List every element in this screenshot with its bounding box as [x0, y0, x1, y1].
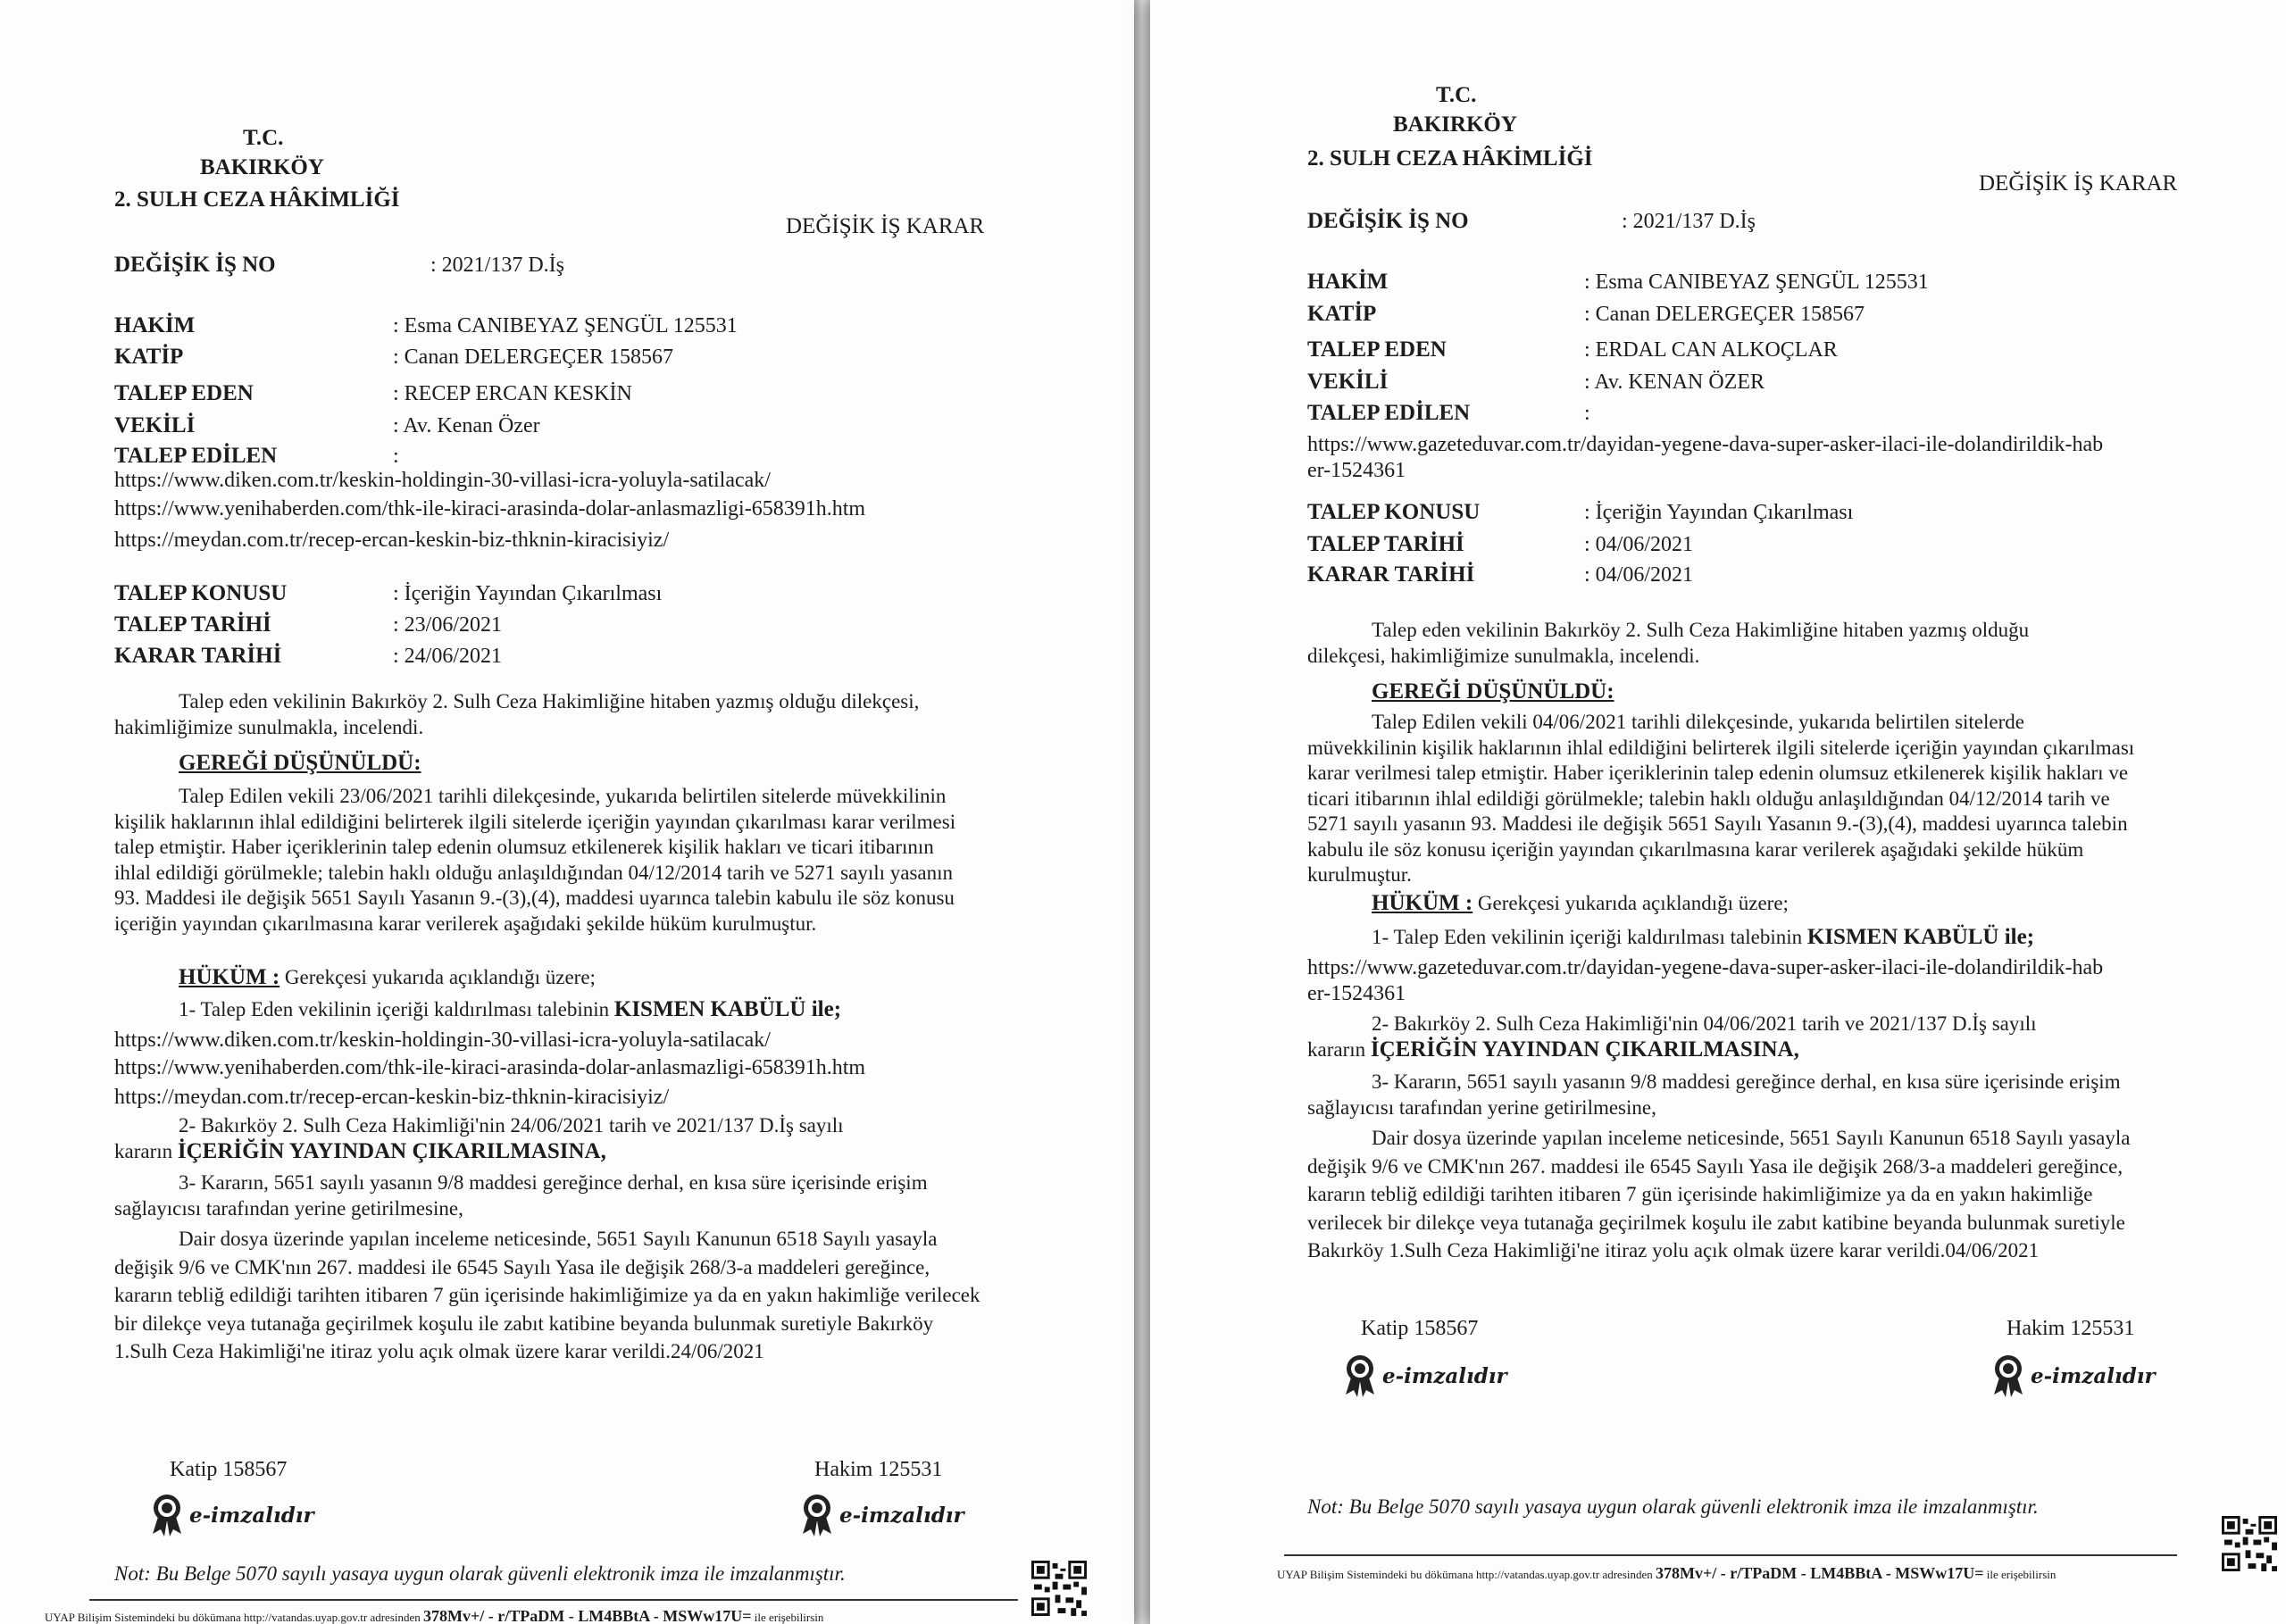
header-tc: T.C. [243, 126, 284, 150]
item-2-line-2 [114, 1139, 606, 1164]
item-3: 3- Kararın, 5651 sayılı yasanın 9/8 maddesi gereğince derhal, en kısa süre içerisinde erişim sağlayıcısı tarafından yerine getirilmesine, [114, 1171, 928, 1220]
item-1-text: 1- Talep Eden vekilinin içeriği kaldırılması talebinin [1372, 926, 1807, 948]
document-page-left [0, 0, 1134, 1624]
item-1-emphasis: KISMEN KABÜLÜ ile; [613, 997, 842, 1021]
field-label: TALEP KONUSU [1307, 500, 1481, 524]
reasoning-paragraph: Talep Edilen vekili 04/06/2021 tarihli dilekçesinde, yukarıda belirtilen sitelerde müvekkilinin kişilik haklarının ihlal edildiğini belirterek ilgili sitelerde içeriğin yayından çıkarılması karar verilmesi talep etmiştir. Haber içeriklerinin talep edenin olumsuz etkilenerek kişilik hakları ve ticari itibarının ihlal edildiği görülmekle; talebin haklı olduğu anlaşıldığından 04/12/2014 tarih ve 5271 sayılı yasanın 93. Maddesi ile değişik 5651 Sayılı Yasanın 9.-(3),(4), maddesi uyarınca talebin kabulu ile söz konusu içeriğin yayından çıkarılmasına karar verilerek aşağıdaki şekilde hüküm kurulmuştur. [1307, 711, 2135, 886]
footer-suffix: ile erişebilirsin [1986, 1568, 2057, 1581]
case-no-label: DEĞİŞİK İŞ NO [1307, 209, 1469, 233]
reasoning-paragraph: Talep Edilen vekili 23/06/2021 tarihli dilekçesinde, yukarıda belirtilen sitelerde müvekkilinin kişilik haklarının ihlal edildiğini belirterek ilgili sitelerde içeriğin yayından çıkarılması karar verilmesi talep etmiştir. Haber içeriklerinin talep edenin olumsuz etkilenerek kişilik hakları ve ticari itibarının ihlal edildiği görülmekle; talebin haklı olduğu anlaşıldığından 04/12/2014 tarih ve 5271 sayılı yasanın 93. Maddesi ile değişik 5651 Sayılı Yasanın 9.-(3),(4), maddesi uyarınca talebin kabulu ile söz konusu içeriğin yayından çıkarılmasına karar verilerek aşağıdaki şekilde hüküm kurulmuştur. [114, 785, 956, 935]
hukum-label: HÜKÜM : [1372, 891, 1473, 915]
field-value: : 24/06/2021 [393, 645, 503, 668]
hakim-signature-label: Hakim 125531 [2007, 1317, 2135, 1340]
rosette-seal-icon [1990, 1353, 2027, 1398]
footer-prefix: UYAP Bilişim Sistemindeki bu dökümana http://vatandas.uyap.gov.tr adresinden [45, 1611, 421, 1624]
field-label: TALEP KONUSU [114, 581, 288, 605]
field-label: TALEP EDEN [114, 381, 254, 405]
footer-rule [89, 1599, 1018, 1601]
katip-signature-label: Katip 158567 [170, 1458, 288, 1481]
footer-rule [1284, 1554, 2177, 1556]
field-label: HAKİM [114, 313, 196, 337]
requested-url: https://www.gazeteduvar.com.tr/dayidan-yegene-dava-super-asker-ilaci-ile-dolandirildik-hab [1307, 433, 2104, 456]
requested-url: https://www.diken.com.tr/keskin-holdingin-30-villasi-icra-yoluyla-satilacak/ [114, 469, 771, 492]
intro-paragraph: Talep eden vekilinin Bakırköy 2. Sulh Ceza Hakimliğine hitaben yazmış olduğu dilekçesi, hakimliğimize sunulmakla, incelendi. [114, 690, 920, 738]
case-no-value: : 2021/137 D.İş [1622, 210, 1756, 233]
intro-paragraph: Talep eden vekilinin Bakırköy 2. Sulh Ceza Hakimliğine hitaben yazmış olduğu dilekçesi, hakimliğimize sunulmakla, incelendi. [1307, 619, 2030, 667]
field-label: HAKİM [1307, 270, 1389, 294]
katip-esignature [148, 1493, 314, 1537]
hukum-line [1372, 891, 1789, 916]
esign-text: e-imzalıdır [839, 1503, 964, 1528]
document-page-right [1150, 0, 2286, 1624]
verification-code: 378Mv+/ - r/TPaDM - LM4BBtA - MSWw17U= [423, 1607, 752, 1624]
item-2-emphasis: İÇERİĞİN YAYINDAN ÇIKARILMASINA, [1370, 1037, 1799, 1062]
item-2-line-1: 2- Bakırköy 2. Sulh Ceza Hakimliği'nin 24/06/2021 tarih ve 2021/137 D.İş sayılı [179, 1114, 844, 1137]
closing-paragraph: Dair dosya üzerinde yapılan inceleme neticesinde, 5651 Sayılı Kanunun 6518 Sayılı yasayla değişik 9/6 ve CMK'nın 267. maddesi ile 6545 Sayılı Yasa ile değişik 268/3-a maddeleri gereğince, kararın tebliğ edildiği tarihten itibaren 7 gün içerisinde hakimliğimize ya da en yakın hakimliğe verilecek bir dilekçe veya tutanağa geçirilmek koşulu ile zabıt katibine beyanda bulunmak suretiyle Bakırköy 1.Sulh Ceza Hakimliği'ne itiraz yolu açık olmak üzere karar verildi.24/06/2021 [114, 1228, 980, 1362]
header-tc: T.C. [1436, 83, 1477, 107]
item-2-line-1: 2- Bakırköy 2. Sulh Ceza Hakimliği'nin 04/06/2021 tarih ve 2021/137 D.İş sayılı [1372, 1012, 2037, 1035]
header-court: 2. SULH CEZA HÂKİMLİĞİ [114, 187, 400, 212]
uyap-footer [1277, 1564, 2056, 1583]
item-1 [1372, 925, 2034, 950]
item-2-text: kararın [114, 1140, 178, 1162]
footer-suffix: ile erişebilirsin [754, 1611, 824, 1624]
doc-type: DEĞİŞİK İŞ KARAR [1979, 171, 2178, 196]
rosette-seal-icon [798, 1493, 836, 1537]
case-no-label: DEĞİŞİK İŞ NO [114, 253, 276, 277]
esign-text: e-imzalıdır [2031, 1363, 2156, 1388]
ruling-url: https://www.diken.com.tr/keskin-holdingin-30-villasi-icra-yoluyla-satilacak/ [114, 1029, 771, 1052]
page-gutter [1134, 0, 1150, 1624]
field-value: : Canan DELERGEÇER 158567 [393, 346, 673, 369]
closing-paragraph: Dair dosya üzerinde yapılan inceleme neticesinde, 5651 Sayılı Kanunun 6518 Sayılı yasayla değişik 9/6 ve CMK'nın 267. maddesi ile 6545 Sayılı Yasa ile değişik 268/3-a maddeleri gereğince, kararın tebliğ edildiği tarihten itibaren 7 gün içerisinde hakimliğimize ya da en yakın hakimliğe verilecek bir dilekçe veya tutanağa geçirilmek koşulu ile zabıt katibine beyanda bulunmak suretiyle Bakırköy 1.Sulh Ceza Hakimliği'ne itiraz yolu açık olmak üzere karar verildi.04/06/2021 [1307, 1127, 2131, 1262]
item-1-emphasis: KISMEN KABÜLÜ ile; [1806, 925, 2035, 949]
field-label: TALEP EDEN [1307, 337, 1447, 362]
header-city: BAKIRKÖY [200, 155, 324, 179]
header-city: BAKIRKÖY [1393, 112, 1517, 137]
field-label: TALEP EDİLEN [1307, 401, 1471, 425]
item-1-text: 1- Talep Eden vekilinin içeriği kaldırılması talebinin [179, 998, 614, 1020]
uyap-footer [45, 1607, 823, 1624]
ruling-url: https://www.gazeteduvar.com.tr/dayidan-yegene-dava-super-asker-ilaci-ile-dolandirildik-hab [1307, 956, 2104, 979]
field-value: : [1584, 402, 1590, 425]
field-value: : İçeriğin Yayından Çıkarılması [393, 582, 663, 605]
section-heading: GEREĞİ DÜŞÜNÜLDÜ: [1372, 679, 1614, 704]
rosette-seal-icon [1341, 1353, 1379, 1398]
field-value: : Esma CANIBEYAZ ŞENGÜL 125531 [1584, 271, 1929, 294]
field-value: : Esma CANIBEYAZ ŞENGÜL 125531 [393, 314, 738, 337]
katip-esignature [1341, 1353, 1507, 1398]
item-2-line-2 [1307, 1037, 1799, 1062]
requested-url: https://meydan.com.tr/recep-ercan-keskin-biz-thknin-kiracisiyiz/ [114, 529, 670, 552]
katip-signature-label: Katip 158567 [1361, 1317, 1479, 1340]
hukum-text: Gerekçesi yukarıda açıklandığı üzere; [279, 966, 596, 988]
verification-code: 378Mv+/ - r/TPaDM - LM4BBtA - MSWw17U= [1656, 1564, 1984, 1582]
rosette-seal-icon [148, 1493, 186, 1537]
field-label: KATİP [114, 345, 184, 369]
hukum-text: Gerekçesi yukarıda açıklandığı üzere; [1473, 892, 1789, 914]
ruling-url: https://meydan.com.tr/recep-ercan-keskin-biz-thknin-kiracisiyiz/ [114, 1086, 670, 1109]
footer-prefix: UYAP Bilişim Sistemindeki bu dökümana http://vatandas.uyap.gov.tr adresinden [1277, 1568, 1653, 1581]
section-heading: GEREĞİ DÜŞÜNÜLDÜ: [179, 751, 421, 775]
legal-note: Not: Bu Belge 5070 sayılı yasaya uygun olarak güvenli elektronik imza ile imzalanmıştır. [1307, 1495, 2039, 1518]
field-label: KARAR TARİHİ [114, 644, 282, 668]
ruling-url: https://www.yenihaberden.com/thk-ile-kiraci-arasinda-dolar-anlasmazligi-658391h.htm [114, 1056, 866, 1079]
field-value: : RECEP ERCAN KESKİN [393, 382, 632, 405]
item-2-text: kararın [1307, 1038, 1371, 1061]
item-1 [179, 997, 841, 1022]
legal-note: Not: Bu Belge 5070 sayılı yasaya uygun olarak güvenli elektronik imza ile imzalanmıştır. [114, 1562, 846, 1585]
doc-type: DEĞİŞİK İŞ KARAR [786, 214, 985, 238]
qr-code-icon [2222, 1516, 2277, 1571]
header-court: 2. SULH CEZA HÂKİMLİĞİ [1307, 146, 1593, 171]
field-label: KARAR TARİHİ [1307, 562, 1475, 587]
field-value: : Av. KENAN ÖZER [1584, 371, 1765, 394]
field-value: : Av. Kenan Özer [393, 414, 540, 437]
ruling-url: er-1524361 [1307, 982, 1406, 1005]
field-value: : 04/06/2021 [1584, 563, 1694, 587]
esign-text: e-imzalıdır [189, 1503, 314, 1528]
esign-text: e-imzalıdır [1382, 1363, 1507, 1388]
item-2-emphasis: İÇERİĞİN YAYINDAN ÇIKARILMASINA, [177, 1139, 606, 1163]
field-value: : ERDAL CAN ALKOÇLAR [1584, 338, 1838, 362]
field-value: : [393, 445, 399, 468]
field-label: TALEP TARİHİ [1307, 532, 1464, 556]
hakim-signature-label: Hakim 125531 [814, 1458, 943, 1481]
field-label: VEKİLİ [1307, 370, 1389, 394]
case-no-value: : 2021/137 D.İş [430, 254, 564, 277]
field-value: : 04/06/2021 [1584, 533, 1694, 556]
field-label: TALEP EDİLEN [114, 444, 278, 468]
field-label: KATİP [1307, 302, 1377, 326]
field-value: : 23/06/2021 [393, 613, 503, 637]
requested-url: https://www.yenihaberden.com/thk-ile-kiraci-arasinda-dolar-anlasmazligi-658391h.htm [114, 497, 866, 521]
field-value: : İçeriğin Yayından Çıkarılması [1584, 501, 1854, 524]
hukum-line [179, 965, 596, 990]
field-value: : Canan DELERGEÇER 158567 [1584, 303, 1865, 326]
item-3: 3- Kararın, 5651 sayılı yasanın 9/8 maddesi gereğince derhal, en kısa süre içerisinde erişim sağlayıcısı tarafından yerine getirilmesine, [1307, 1070, 2121, 1119]
field-label: VEKİLİ [114, 413, 196, 437]
qr-code-icon [1031, 1561, 1087, 1616]
requested-url: er-1524361 [1307, 459, 1406, 482]
hukum-label: HÜKÜM : [179, 965, 280, 989]
hakim-esignature [1990, 1353, 2156, 1398]
field-label: TALEP TARİHİ [114, 612, 271, 637]
hakim-esignature [798, 1493, 964, 1537]
